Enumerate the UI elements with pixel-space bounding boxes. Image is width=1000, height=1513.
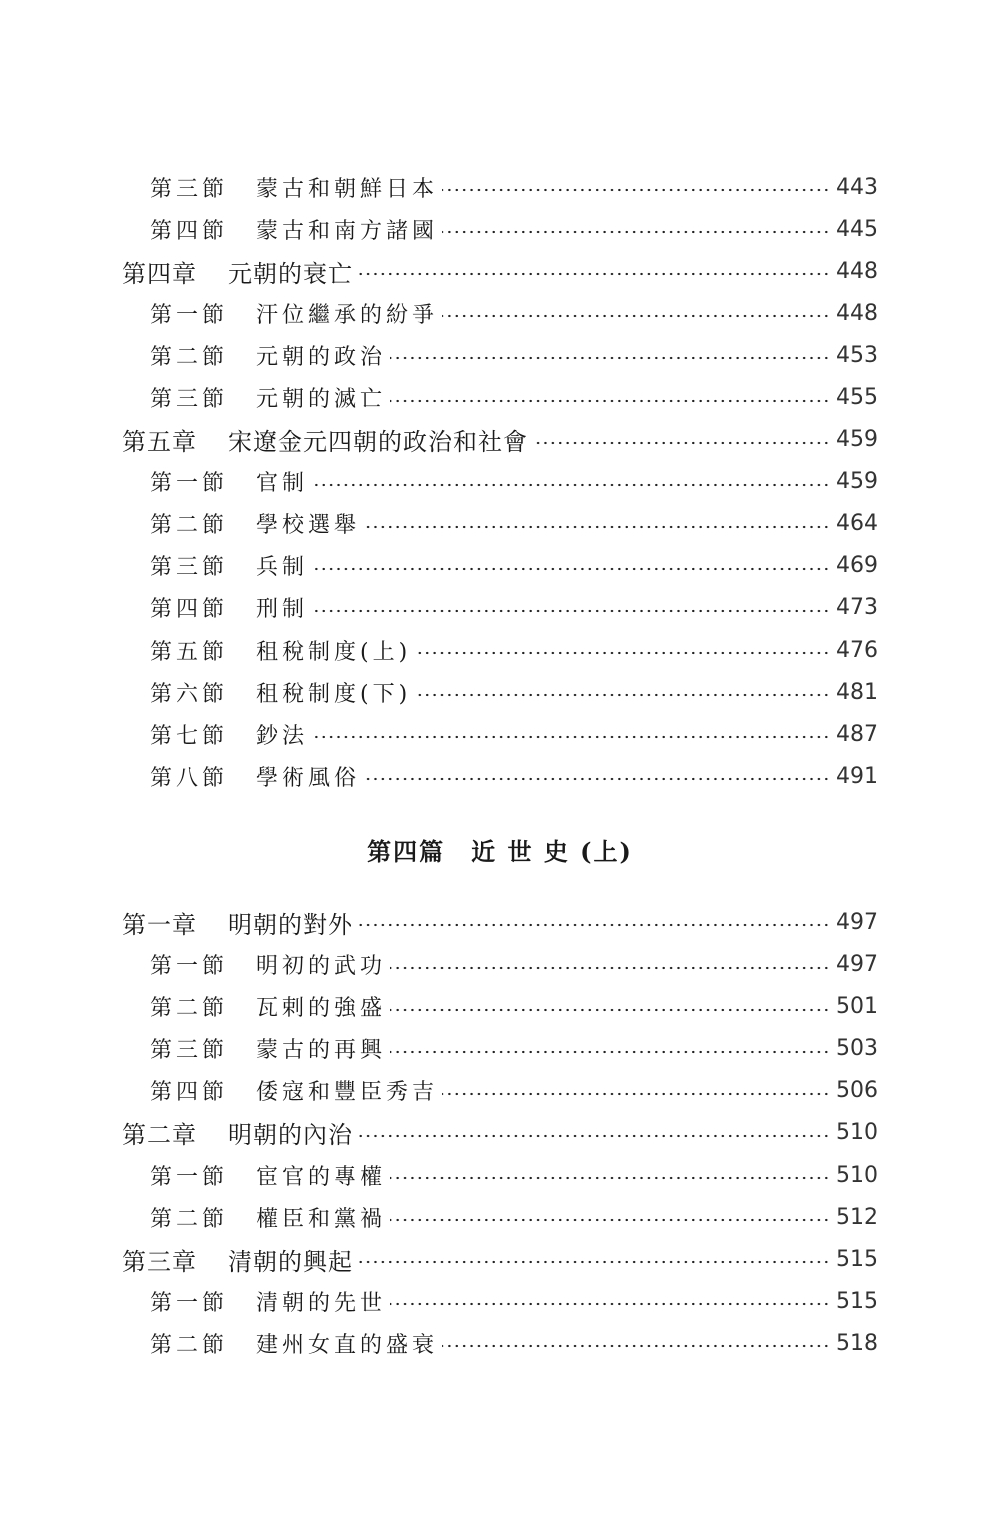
- entry-title: 租稅制度(下): [256, 681, 412, 707]
- entry-page-number: 469: [836, 553, 878, 579]
- toc-chapter-entry[interactable]: [0, 419, 1000, 461]
- entry-number: 第一節: [150, 1290, 229, 1316]
- entry-title: 元朝的政治: [256, 344, 387, 370]
- entry-title: 學術風俗: [256, 765, 361, 791]
- entry-page-number: 464: [836, 511, 878, 537]
- dot-leader: [390, 1302, 830, 1306]
- entry-title: 明初的武功: [256, 954, 387, 980]
- entry-number: 第二節: [150, 996, 229, 1022]
- entry-page-number: 459: [836, 427, 878, 453]
- toc-chapter-entry[interactable]: [0, 250, 1000, 292]
- entry-number: 第二節: [150, 1206, 229, 1232]
- entry-number: 第二節: [150, 344, 229, 370]
- dot-leader: [312, 609, 830, 613]
- toc-section-entry[interactable]: [0, 1028, 1000, 1070]
- entry-number: 第一節: [150, 471, 229, 497]
- toc-section-entry[interactable]: [0, 292, 1000, 334]
- toc-section-entry[interactable]: [0, 587, 1000, 629]
- toc-section-entry[interactable]: [0, 503, 1000, 545]
- entry-title: 官制: [256, 471, 309, 497]
- entry-title: 權臣和黨禍: [256, 1206, 387, 1232]
- toc-section-entry[interactable]: [0, 986, 1000, 1028]
- dot-leader: [390, 1050, 830, 1054]
- entry-number: 第二節: [150, 513, 229, 539]
- entry-page-number: 506: [836, 1078, 878, 1104]
- entry-title: 倭寇和豐臣秀吉: [256, 1080, 439, 1106]
- dot-leader: [390, 399, 830, 403]
- entry-number: 第一節: [150, 954, 229, 980]
- table-of-contents: [0, 166, 1000, 1364]
- entry-title: 租稅制度(上): [256, 639, 412, 665]
- entry-number: 第八節: [150, 765, 229, 791]
- dot-leader: [312, 567, 830, 571]
- dot-leader: [364, 525, 830, 529]
- toc-section-entry[interactable]: [0, 713, 1000, 755]
- entry-page-number: 510: [836, 1162, 878, 1188]
- entry-page-number: 512: [836, 1204, 878, 1230]
- entry-title: 蒙古的再興: [256, 1038, 387, 1064]
- entry-number: 第四節: [150, 218, 229, 244]
- dot-leader: [390, 356, 830, 360]
- part-heading: [0, 797, 1000, 901]
- entry-page-number: 473: [836, 595, 878, 621]
- dot-leader: [442, 314, 830, 318]
- entry-page-number: 518: [836, 1330, 878, 1356]
- entry-page-number: 448: [836, 300, 878, 326]
- entry-page-number: 501: [836, 994, 878, 1020]
- entry-number: 第三節: [150, 1038, 229, 1064]
- entry-number: 第二章: [122, 1121, 197, 1150]
- toc-section-entry[interactable]: [0, 461, 1000, 503]
- entry-page-number: 443: [836, 174, 878, 200]
- entry-title: 建州女直的盛衰: [256, 1332, 439, 1358]
- entry-title: 宋遼金元四朝的政治和社會: [228, 428, 528, 457]
- entry-page-number: 487: [836, 721, 878, 747]
- dot-leader: [390, 1176, 830, 1180]
- dot-leader: [415, 651, 830, 655]
- entry-number: 第四節: [150, 1080, 229, 1106]
- entry-title: 元朝的衰亡: [228, 259, 353, 288]
- toc-section-entry[interactable]: [0, 1280, 1000, 1322]
- entry-number: 第七節: [150, 723, 229, 749]
- entry-page-number: 503: [836, 1036, 878, 1062]
- entry-page-number: 481: [836, 679, 878, 705]
- entry-page-number: 455: [836, 385, 878, 411]
- toc-section-entry[interactable]: [0, 1196, 1000, 1238]
- dot-leader: [390, 1008, 830, 1012]
- part-heading-text: 第四篇 近 世 史 (上): [367, 836, 633, 866]
- dot-leader: [312, 735, 830, 739]
- toc-section-entry[interactable]: [0, 208, 1000, 250]
- dot-leader: [390, 966, 830, 970]
- toc-section-entry[interactable]: [0, 545, 1000, 587]
- entry-number: 第四章: [122, 259, 197, 288]
- entry-number: 第五章: [122, 428, 197, 457]
- entry-title: 汗位繼承的紛爭: [256, 302, 439, 328]
- entry-title: 明朝的對外: [228, 910, 353, 939]
- entry-title: 蒙古和南方諸國: [256, 218, 439, 244]
- entry-page-number: 476: [836, 637, 878, 663]
- dot-leader: [442, 1344, 830, 1348]
- dot-leader: [532, 441, 830, 445]
- entry-title: 清朝的興起: [228, 1247, 353, 1276]
- dot-leader: [442, 188, 830, 192]
- entry-title: 瓦剌的強盛: [256, 996, 387, 1022]
- entry-page-number: 515: [836, 1288, 878, 1314]
- dot-leader: [364, 777, 830, 781]
- entry-title: 蒙古和朝鮮日本: [256, 176, 439, 202]
- dot-leader: [390, 1218, 830, 1222]
- entry-number: 第三章: [122, 1247, 197, 1276]
- entry-number: 第四節: [150, 597, 229, 623]
- entry-number: 第三節: [150, 176, 229, 202]
- entry-page-number: 497: [836, 909, 878, 935]
- entry-title: 兵制: [256, 555, 309, 581]
- entry-number: 第二節: [150, 1332, 229, 1358]
- entry-title: 刑制: [256, 597, 309, 623]
- dot-leader: [357, 1134, 830, 1138]
- entry-title: 明朝的內治: [228, 1121, 353, 1150]
- dot-leader: [357, 272, 830, 276]
- toc-chapter-entry[interactable]: [0, 1238, 1000, 1280]
- toc-section-entry[interactable]: [0, 944, 1000, 986]
- entry-page-number: 515: [836, 1246, 878, 1272]
- entry-number: 第三節: [150, 387, 229, 413]
- entry-title: 元朝的滅亡: [256, 387, 387, 413]
- dot-leader: [415, 693, 830, 697]
- entry-page-number: 510: [836, 1120, 878, 1146]
- toc-section-entry[interactable]: [0, 1154, 1000, 1196]
- toc-section-entry[interactable]: [0, 376, 1000, 418]
- entry-number: 第一節: [150, 302, 229, 328]
- entry-number: 第六節: [150, 681, 229, 707]
- toc-section-entry[interactable]: [0, 334, 1000, 376]
- entry-number: 第三節: [150, 555, 229, 581]
- toc-section-entry[interactable]: [0, 629, 1000, 671]
- entry-number: 第五節: [150, 639, 229, 665]
- dot-leader: [357, 1260, 830, 1264]
- entry-title: 學校選舉: [256, 513, 361, 539]
- entry-page-number: 453: [836, 342, 878, 368]
- dot-leader: [442, 230, 830, 234]
- entry-page-number: 459: [836, 469, 878, 495]
- entry-title: 宦官的專權: [256, 1164, 387, 1190]
- dot-leader: [312, 483, 830, 487]
- toc-chapter-entry[interactable]: [0, 901, 1000, 943]
- toc-section-entry[interactable]: [0, 671, 1000, 713]
- toc-section-entry[interactable]: [0, 1322, 1000, 1364]
- entry-number: 第一章: [122, 910, 197, 939]
- entry-number: 第一節: [150, 1164, 229, 1190]
- entry-page-number: 445: [836, 216, 878, 242]
- toc-section-entry[interactable]: [0, 1070, 1000, 1112]
- toc-section-entry[interactable]: [0, 166, 1000, 208]
- entry-page-number: 491: [836, 763, 878, 789]
- toc-chapter-entry[interactable]: [0, 1112, 1000, 1154]
- entry-page-number: 497: [836, 952, 878, 978]
- dot-leader: [442, 1092, 830, 1096]
- toc-section-entry[interactable]: [0, 755, 1000, 797]
- entry-title: 清朝的先世: [256, 1290, 387, 1316]
- entry-page-number: 448: [836, 258, 878, 284]
- dot-leader: [357, 923, 830, 927]
- entry-title: 鈔法: [256, 723, 309, 749]
